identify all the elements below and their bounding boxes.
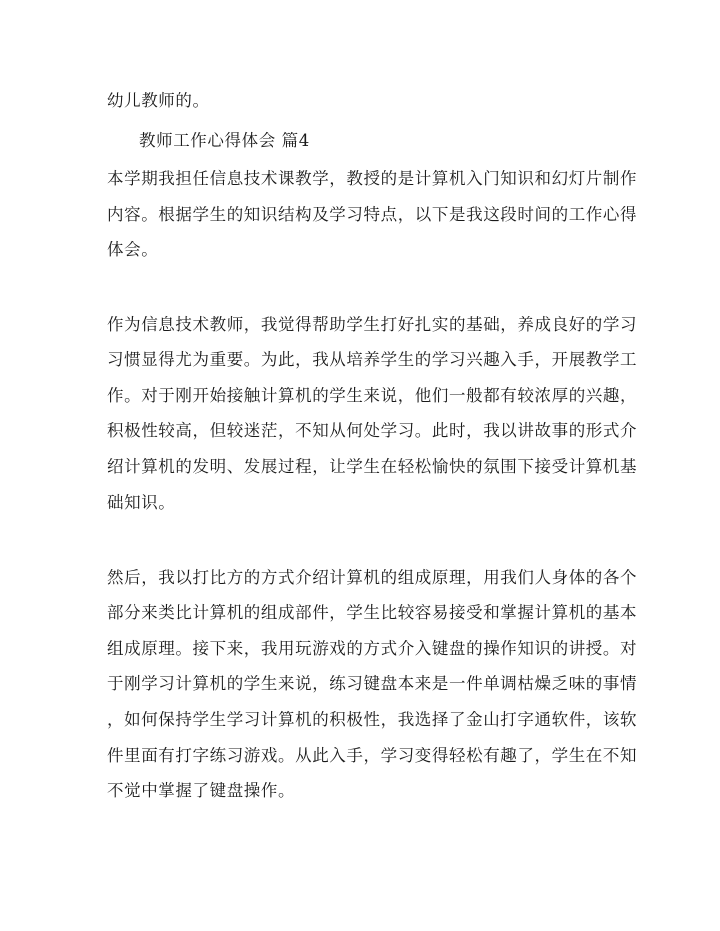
paragraph-line: 体会。 bbox=[107, 240, 159, 259]
paragraph-line: 础知识。 bbox=[107, 493, 176, 512]
section-title: 教师工作心得体会 篇4 bbox=[139, 131, 310, 150]
paragraph-line: 作为信息技术教师，我觉得帮助学生打好扎实的基础，养成良好的学习 bbox=[107, 315, 638, 334]
paragraph-line: ，如何保持学生学习计算机的积极性，我选择了金山打字通软件，该软 bbox=[107, 710, 638, 729]
paragraph-line: 作。对于刚开始接触计算机的学生来说，他们一般都有较浓厚的兴趣， bbox=[107, 386, 638, 405]
paragraph-line: 本学期我担任信息技术课教学，教授的是计算机入门知识和幻灯片制作 bbox=[107, 169, 638, 188]
intro-tail-text: 幼儿教师的。 bbox=[107, 91, 210, 110]
paragraph-line: 然后，我以打比方的方式介绍计算机的组成原理，用我们人身体的各个 bbox=[107, 568, 638, 587]
paragraph-line: 不觉中掌握了键盘操作。 bbox=[107, 781, 296, 800]
paragraph-line: 绍计算机的发明、发展过程，让学生在轻松愉快的氛围下接受计算机基 bbox=[107, 457, 638, 476]
paragraph-line: 部分来类比计算机的组成部件，学生比较容易接受和掌握计算机的基本 bbox=[107, 603, 638, 622]
paragraph-line: 于刚学习计算机的学生来说，练习键盘本来是一件单调枯燥乏味的事情 bbox=[107, 674, 638, 693]
paragraph-line: 件里面有打字练习游戏。从此入手，学习变得轻松有趣了，学生在不知 bbox=[107, 746, 638, 765]
paragraph-line: 习惯显得尤为重要。为此，我从培养学生的学习兴趣入手，开展教学工 bbox=[107, 350, 638, 369]
paragraph-line: 组成原理。接下来，我用玩游戏的方式介入键盘的操作知识的讲授。对 bbox=[107, 639, 638, 658]
paragraph-line: 积极性较高，但较迷茫，不知从何处学习。此时，我以讲故事的形式介 bbox=[107, 421, 638, 440]
paragraph-line: 内容。根据学生的知识结构及学习特点，以下是我这段时间的工作心得 bbox=[107, 205, 638, 224]
